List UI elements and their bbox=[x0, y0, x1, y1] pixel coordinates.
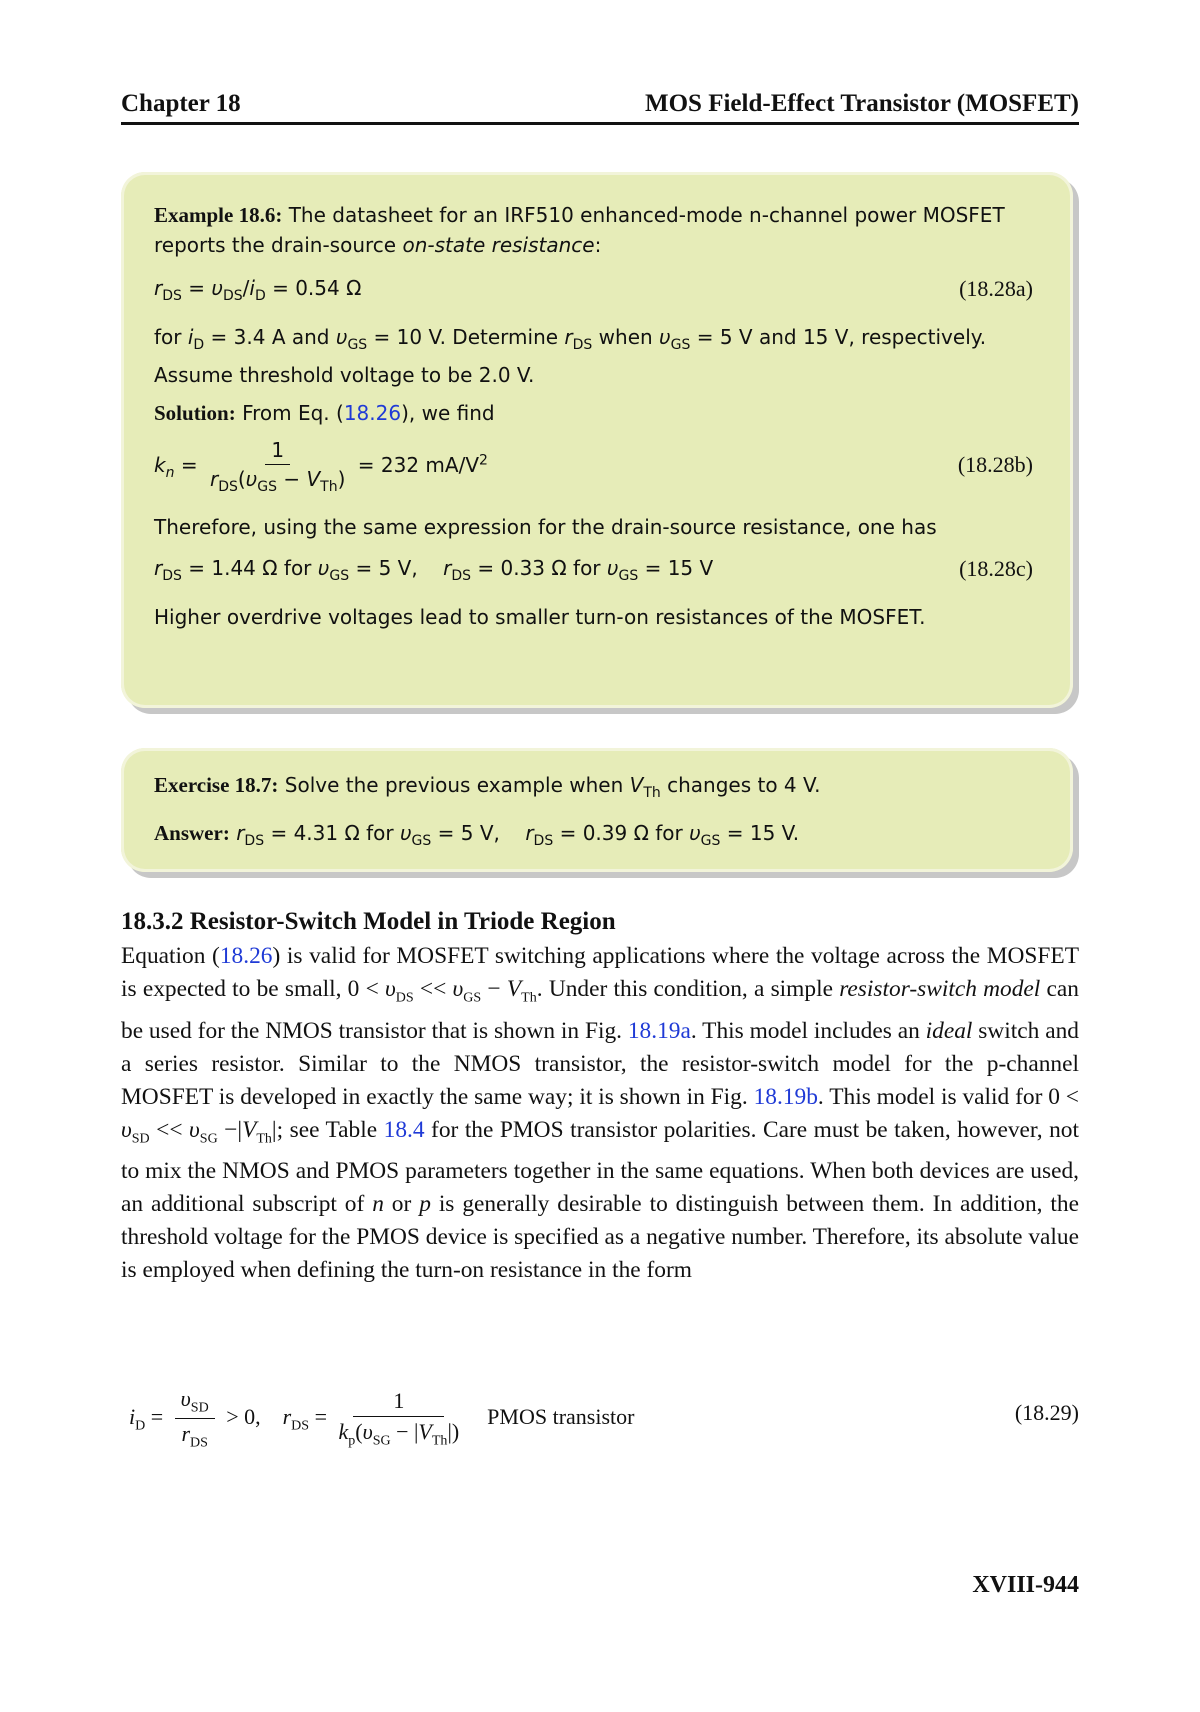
equation-number: (18.28c) bbox=[959, 556, 1033, 581]
table-ref-link[interactable]: 18.4 bbox=[383, 1116, 425, 1143]
figure-ref-link[interactable]: 18.19a bbox=[627, 1017, 691, 1044]
page-number: XVIII-944 bbox=[972, 1572, 1079, 1598]
therefore-line: Therefore, using the same expression for the drain-source resistance, one has bbox=[154, 515, 937, 539]
example-conditions: for $i_D = 3.4$ A and $\upsilon_{GS} = 10$ V. Determine $r_{DS}$ when $\upsilon_{GS} = 5$ V and 15 V, respectively. Assume threshold voltage to be 2.0 V. bbox=[154, 325, 987, 387]
equation-number: (18.28b) bbox=[957, 452, 1033, 477]
solution-line: Solution: From Eq. (18.26), we find bbox=[154, 401, 495, 425]
equation-number: (18.29) bbox=[1014, 1400, 1079, 1425]
equation-18-28c: $r_{DS} = 1.44$ Ω for $\upsilon_{GS} = 5$ V, $r_{DS} = 0.33$ Ω for $\upsilon_{GS} = 15$ V (18.28c) bbox=[154, 556, 1033, 584]
chapter-label: Chapter 18 bbox=[121, 90, 241, 117]
chapter-title: MOS Field-Effect Transistor (MOSFET) bbox=[645, 90, 1079, 117]
equation-ref-link[interactable]: 18.26 bbox=[219, 943, 273, 969]
exercise-answer: Answer: $r_{DS} = 4.31$ Ω for $\upsilon_{GS} = 5$ V, $r_{DS} = 0.39$ Ω for $\upsilon_{GS} = 15$ V. bbox=[154, 821, 800, 849]
section-heading: 18.3.2 Resistor-Switch Model in Triode Region bbox=[121, 908, 616, 935]
section-paragraph: Equation (18.26) is valid for MOSFET switching applications where the voltage across the MOSFET is expected to be small, $0 < \upsilon_{DS} << \upsilon_{GS} - V_{Th}$. Under this condition, a simple resistor-switch model can be used for the NMOS transistor that is shown in Fig. 18.19a. This model includes an ideal switch and a series resistor. Similar to the NMOS transistor, the resistor-switch model for the p-channel MOSFET is developed in exactly the same way; it is shown in Fig. 18.19b. This model is valid for $0 < \upsilon_{SD} << \upsilon_{SG} -|V_{Th}|$; see Table 18.4 for the PMOS transistor polarities. Care must be taken, however, not to mix the NMOS and PMOS parameters together in the same equations. When both devices are used, an additional subscript of n or p is generally desirable to distinguish between them. In addition, the threshold voltage for the PMOS device is specified as a negative number. Therefore, its absolute value is employed when defining the turn-on resistance in the form bbox=[121, 943, 1080, 1284]
figure-ref-link[interactable]: 18.19b bbox=[753, 1083, 818, 1110]
equation-ref-link[interactable]: 18.26 bbox=[343, 401, 402, 425]
example-label: Example 18.6: bbox=[154, 203, 283, 227]
pmos-label: PMOS transistor bbox=[487, 1403, 635, 1429]
equation-18-28a: $r_{DS} = \upsilon_{DS}/i_D = 0.54$ Ω (18.28a) bbox=[154, 276, 1033, 304]
exercise-text: Exercise 18.7: Solve the previous example when $V_{Th}$ changes to 4 V. bbox=[154, 773, 821, 801]
equation-18-28b: $k_n$ = $\frac{1}{r_{DS}(\upsilon_{GS} - V_{Th})}$ = 232 $mA/V^2$ (18.28b) bbox=[154, 438, 1033, 495]
equation-number: (18.28a) bbox=[959, 276, 1033, 301]
example-box bbox=[121, 172, 1073, 708]
exercise-box bbox=[121, 748, 1073, 872]
equation-18-29: $i_D$ = $\frac{\upsilon_{SD}}{r_{DS}}$ > 0, $r_{DS}$ = $\frac{1}{k_p(\upsilon_{SG} - |V_{Th}|)}$ PMOS transistor (18.29) bbox=[129, 1386, 1079, 1451]
example-intro: Example 18.6: The datasheet for an IRF510 enhanced-mode n-channel power MOSFET reports the drain-source on-state resistance: bbox=[154, 203, 1005, 257]
page-header bbox=[121, 80, 1079, 125]
conclusion-line: Higher overdrive voltages lead to smaller turn-on resistances of the MOSFET. bbox=[154, 605, 926, 629]
